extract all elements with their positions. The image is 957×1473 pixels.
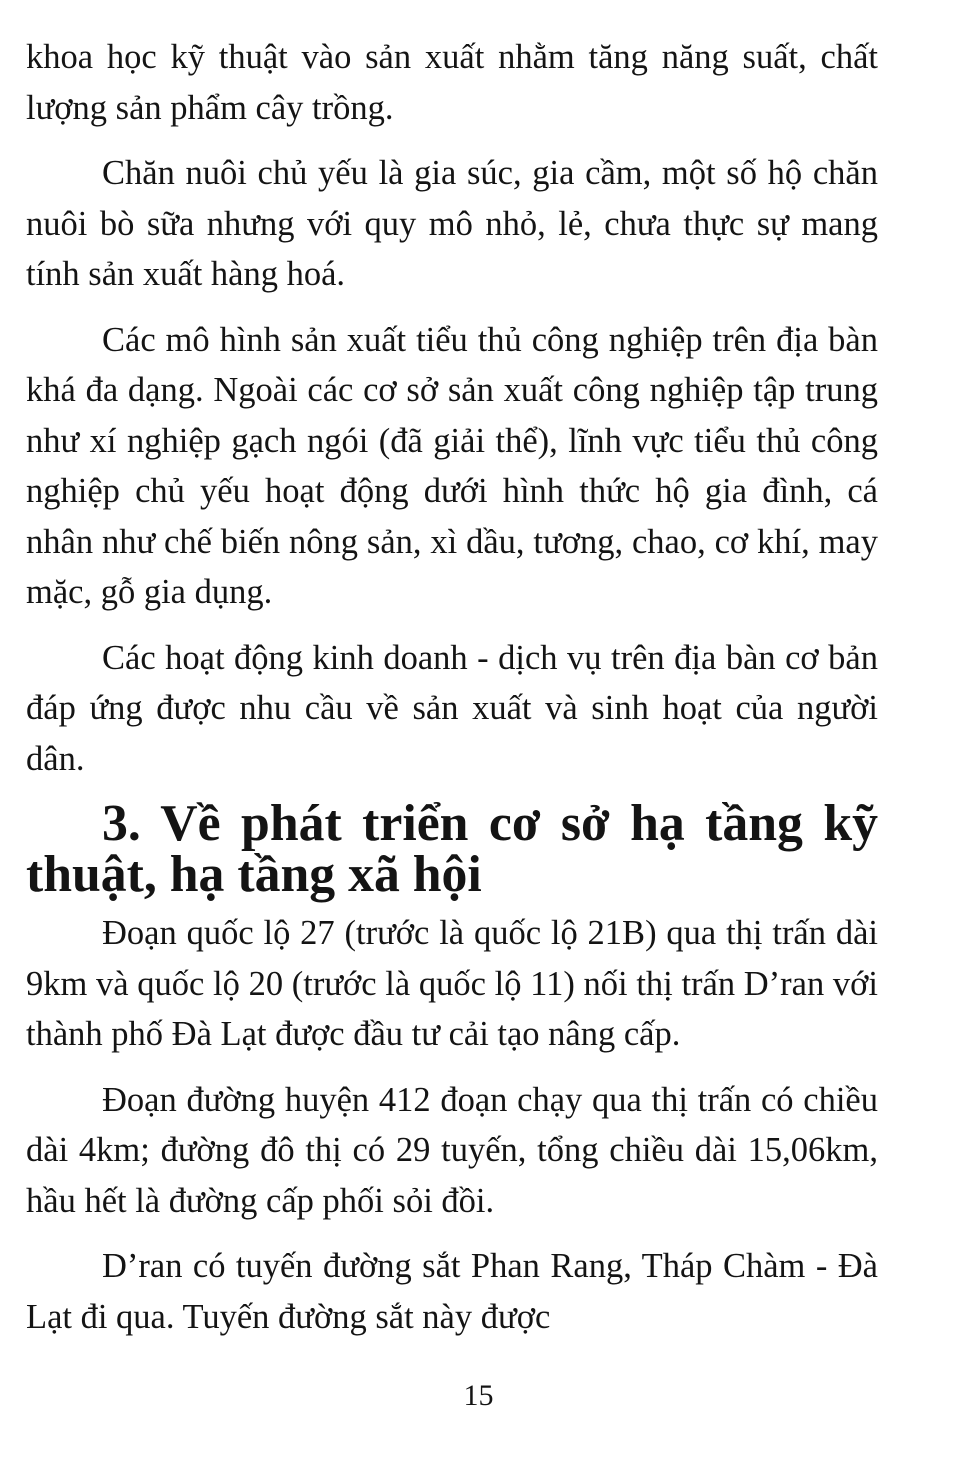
paragraph-continued: khoa học kỹ thuật vào sản xuất nhằm tăng năng suất, chất lượng sản phẩm cây trồng. — [26, 38, 878, 127]
paragraph-handicraft: Các mô hình sản xuất tiểu thủ công nghiệp trên địa bàn khá đa dạng. Ngoài các cơ sở sản xuất công nghiệp tập trung như xí nghiệp gạch ngói (đã giải thể), lĩnh vực tiểu thủ công nghiệp chủ yếu hoạt động dưới hình thức hộ gia đình, cá nhân như chế biến nông sản, xì dầu, tương, chao, cơ khí, may mặc, gỗ gia dụng. — [26, 320, 878, 611]
body-text — [26, 32, 878, 1357]
section-heading: 3. Về phát triển cơ sở hạ tầng kỹ thuật, hạ tầng xã hội — [26, 795, 878, 903]
paragraph-district-roads: Đoạn đường huyện 412 đoạn chạy qua thị trấn có chiều dài 4km; đường đô thị có 29 tuyến, tổng chiều dài 15,06km, hầu hết là đường cấp phối sỏi đồi. — [26, 1080, 878, 1220]
paragraph-livestock: Chăn nuôi chủ yếu là gia súc, gia cầm, một số hộ chăn nuôi bò sữa nhưng với quy mô nhỏ, lẻ, chưa thực sự mang tính sản xuất hàng hoá. — [26, 154, 878, 293]
paragraph-business-services: Các hoạt động kinh doanh - dịch vụ trên địa bàn cơ bản đáp ứng được nhu cầu về sản xuất và sinh hoạt của người dân. — [26, 638, 878, 778]
page-number: 15 — [463, 1379, 494, 1412]
paragraph-national-roads: Đoạn quốc lộ 27 (trước là quốc lộ 21B) qua thị trấn dài 9km và quốc lộ 20 (trước là quốc lộ 11) nối thị trấn D’ran với thành phố Đà Lạt được đầu tư cải tạo nâng cấp. — [26, 914, 878, 1053]
paragraph-railway: D’ran có tuyến đường sắt Phan Rang, Tháp Chàm - Đà Lạt đi qua. Tuyến đường sắt này được — [26, 1247, 878, 1336]
